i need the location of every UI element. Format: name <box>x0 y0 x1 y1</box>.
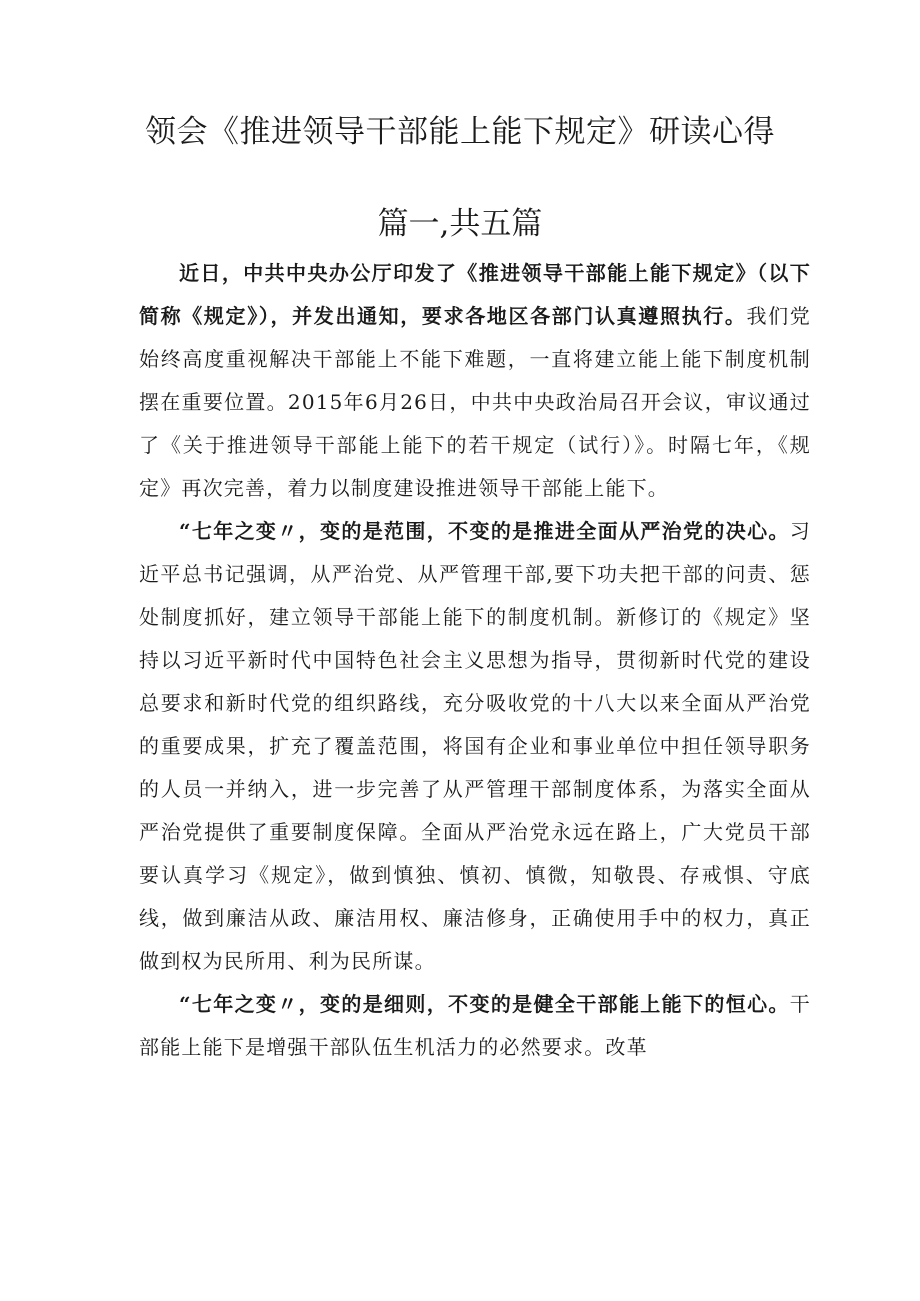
paragraph-lead: “七年之变〃，变的是细则，不变的是健全干部能上能下的恒心。 <box>179 992 790 1016</box>
document-title: 领会《推进领导干部能上能下规定》研读心得 <box>145 114 775 150</box>
paragraph <box>139 983 811 1069</box>
paragraph-lead: 近日，中共中央办公厅印发了《推进领导干部能上能下规定》（以下简称《规定》），并发出通知，要求各地区各部门认真遵照执行。 <box>139 261 811 328</box>
document-body <box>139 252 811 1069</box>
paragraph-text: 干部能上能下是增强干部队伍生机活力的必然要求。改革 <box>139 992 811 1059</box>
paragraph-text: 习近平总书记强调，从严治党、从严管理干部,要下功夫把干部的问责、惩处制度抓好，建立领导干部能上能下的制度机制。新修订的《规定》坚持以习近平新时代中国特色社会主义思想为指导，贯彻新时代党的建设总要求和新时代党的组织路线，充分吸收党的十八大以来全面从严治党的重要成果，扩充了覆盖范围，将国有企业和事业单位中担任领导职务的人员一并纳入，进一步完善了从严管理干部制度体系，为落实全面从严治党提供了重要制度保障。全面从严治党永远在路上，广大党员干部要认真学习《规定》，做到慎独、慎初、慎微，知敬畏、存戒惧、守底线，做到廉洁从政、廉洁用权、廉洁修身，正确使用手中的权力，真正做到权为民所用、利为民所谋。 <box>139 519 811 973</box>
paragraph-text: 我们党始终高度重视解决干部能上不能下难题，一直将建立能上能下制度机制摆在重要位置。2015年6月26日，中共中央政治局召开会议，审议通过了《关于推进领导干部能上能下的若干规定（试行）》。时隔七年，《规定》再次完善，着力以制度建设推进领导干部能上能下。 <box>139 304 811 500</box>
paragraph <box>139 252 811 510</box>
document-subtitle: 篇一,共五篇 <box>377 206 543 242</box>
paragraph-lead: “七年之变〃，变的是范围，不变的是推进全面从严治党的决心。 <box>179 519 790 543</box>
paragraph <box>139 510 811 983</box>
